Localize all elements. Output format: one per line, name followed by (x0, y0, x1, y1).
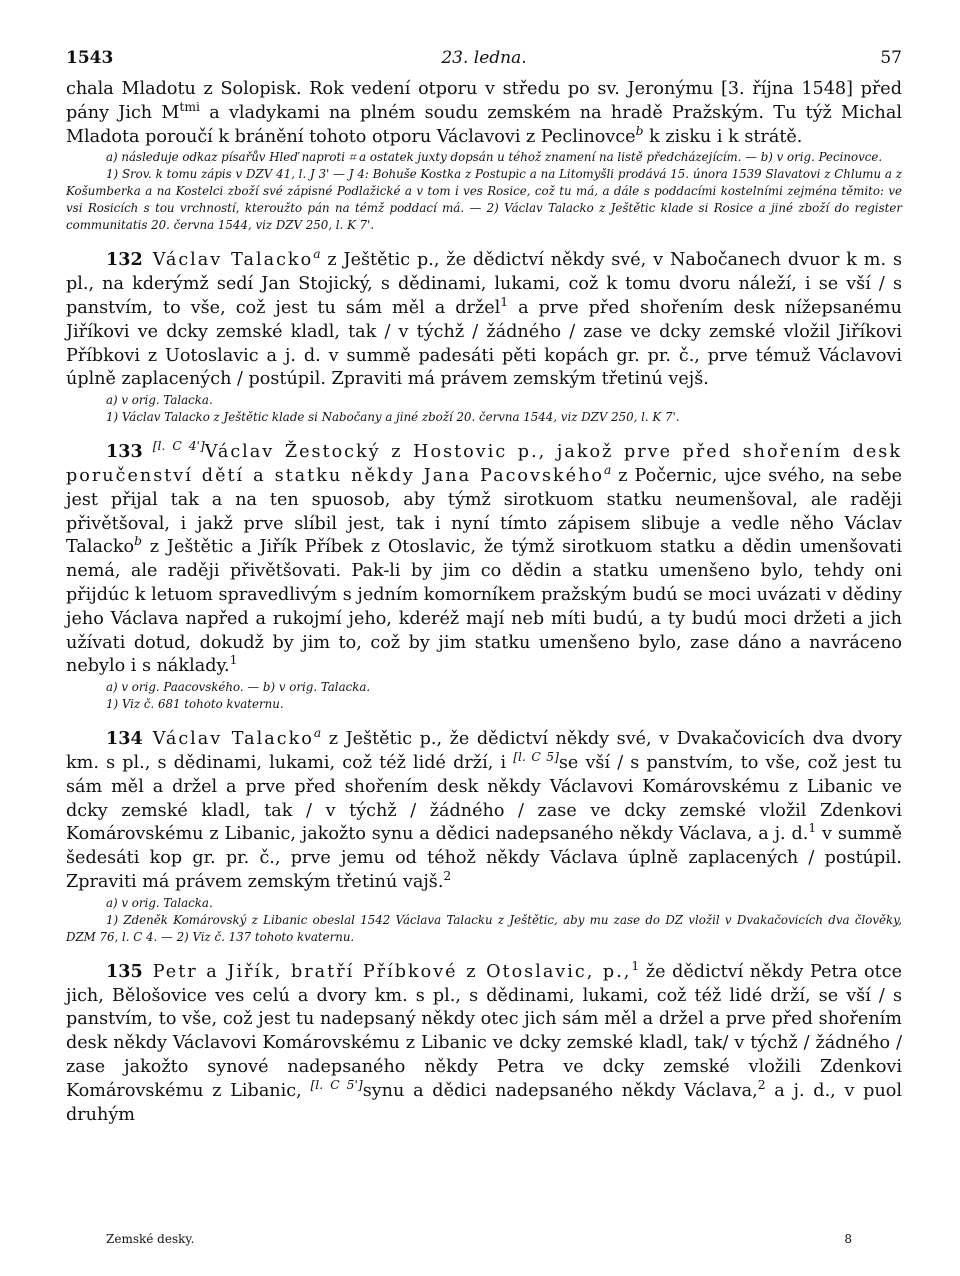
entry-135 (66, 960, 902, 1128)
entry-133 (66, 440, 902, 713)
footnote: 1) Václav Talacko z Ještětic klade si Nabočany a jiné zboží 20. června 1544, viz DZV 250, l. K 7'. (106, 410, 680, 425)
margin-reference: [l. C 5] (513, 750, 559, 765)
footnote: a) následuje odkaz písařův Hleď naproti ⌗ a ostatek juxty dopsán u téhož znamení na listě předcházejícím. — b) v orig. Pecinovce. (106, 150, 883, 165)
entry-number: 132 (106, 249, 143, 271)
page-footer (66, 1232, 902, 1250)
entry-number: 135 (106, 960, 143, 982)
footnote: 1) Viz č. 681 tohoto kvaternu. (106, 697, 284, 712)
footnote: 1) Zdeněk Komárovský z Libanic obeslal 1542 Václava Talacku z Ještětic, aby mu zase do DZ vložil v Dvakačovicích dva člověky, DZM 76, l. C 4. — 2) Viz č. 137 tohoto kvaternu. (66, 912, 902, 944)
entry-text: 134 Václav Talacko$^a$ z Ještětic p., že dědictví někdy své, v Dvakačovicích dva dvory km. s pl., s dědinami, lukami, což též lidé drží, i [l. C 5]se vší / s panstvím, to vše, což jest tu sám měl a držel a prve před shořením desk někdy Václavovi Komárovskému z Libanic ve dcky zemské kladl, tak / v týchž / žádného / zase ve dcky zemské vložil Zdenkovi Komárovskému z Libanic, jakožto synu a dědici nadepsaného někdy Václava, a j. d.$^1$ v summě šedesáti kop gr. pr. č., prve jemu od téhož někdy Václava úplně zaplacených / postúpil. Zpraviti má právem zemským třetinú vajš.$^2$ (66, 726, 902, 892)
page-header (66, 40, 902, 78)
page-number: 57 (880, 48, 902, 68)
entry-text: 133 [l. C 4']Václav Žestocký z Hostovic p., jakož prve před shořením desk poručenství dětí a statku někdy Jana Pacovského$^a$ z Počernic, ujce svého, na sebe jest přijal tak a na ten spuosob, aby týmž sirotkuom statku neumenšoval, ale raději přivětšoval, i jakž prve slíbil jest, tak i nyní tímto zápisem slibuje a vedle něho Václav Talacko$^b$ z Ještětic a Jiřík Příbek z Otoslavic, že týmž sirotkuom statku a dědin umenšovati nemá, ale raději přivětšovati. Pak-li by jim co dědin a statku umenšeno bylo, tehdy oni přijdúc k letuom spravedlivým s jedním komorníkem pražským budú se moci uvázati v dědiny jeho Václava napřed a rukojmí jeho, kderéž mají neb míti budú, a ty budú moci držeti a jich užívati dotud, dokudž by jim to, což by jim statku umenšeno bylo, zase dáno a navráceno nebylo i s náklady.$^1$ (66, 439, 902, 677)
entry-number: 133 (106, 441, 143, 463)
entry-132 (66, 248, 902, 426)
margin-reference: [l. C 5'] (310, 1077, 363, 1092)
header-date: 23. ledna. (441, 48, 527, 68)
margin-reference: [l. C 4'] (152, 439, 205, 454)
document-page (66, 40, 902, 1250)
entry-text: 135 Petr a Jiřík, bratří Příbkové z Otoslavic, p.,$^1$ že dědictví někdy Petra otce jich, Bělošovice ves celú a dvory km. s pl., s dědinami, lukami, což též lidé drží, se vší / s panstvím, to vše, což jest tu nadepsaný někdy otec jich sám měl a držel a prve před shořením desk někdy Václavovi Komárovskému z Libanic ve dcky zemské kladl, tak/ v týchž / žádného / zase jakožto synové nadepsaného někdy Petra ve dcky zemské vložili Zdenkovi Komárovskému z Libanic, [l. C 5']synu a dědici nadepsaného někdy Václava,$^2$ a j. d., v puol druhým (66, 958, 902, 1125)
footnote: a) v orig. Paacovského. — b) v orig. Talacka. (106, 680, 371, 695)
footnote: a) v orig. Talacka. (106, 895, 213, 910)
footnote: 1) Srov. k tomu zápis v DZV 41, l. J 3' — J 4: Bohuše Kostka z Postupic a na Litomyšli prodává 15. února 1539 Slavatovi z Chlumu a z Košumberka a na Kostelci zboží své zápisné Podlažické a v tom i ves Rosice, což tu má, a dále s poddacími kostelními zejména těmito: ve vsi Rosicích s tou vrchností, kteroužto pán na témž poddací má. — 2) Václav Talacko z Ještětic klade si Rosice a jiné zboží do register communitatis 20. června 1544, viz DZV 250, l. K 7'. (66, 167, 902, 233)
continued-text: chala Mladotu z Solopisk. Rok vedení otporu v středu po sv. Jeronýmu [3. října 1548] před pány Jich $M^{tmi}$ a vladykami na plném soudu zemském na hradě Pražským. Tu týž Michal Mladota poroučí k bránění tohoto otporu Václavovi z Peclinovce$^b$ k zisku i k strátě. (66, 79, 902, 147)
header-year: 1543 (66, 48, 114, 68)
footer-title: Zemské desky. (106, 1232, 195, 1246)
entry-text: 132 Václav Talacko$^a$ z Ještětic p., že dědictví někdy své, v Nabočanech dvuor k m. s pl., na kderýmž sedí Jan Stojický, s dědinami, lukami, což k tomu dvoru náleží, i se vší / s panstvím, to vše, což jest tu sám měl a držel$^1$ a prve před shořením desk nížepsanému Jiříkovi ve dcky zemské kladl, tak / v týchž / žádného / zase ve dcky zemské vložil Jiříkovi Příbkovi z Uotoslavic a j. d. v summě padesáti pěti kopách gr. pr. č., prve témuž Václavovi úplně zaplacených / postúpil. Zpraviti má právem zemským třetinú vejš. (66, 247, 903, 390)
entry-134 (66, 727, 902, 946)
footnote: a) v orig. Talacka. (106, 393, 213, 408)
signature-mark: 8 (844, 1232, 852, 1246)
entry-number: 134 (106, 728, 143, 750)
